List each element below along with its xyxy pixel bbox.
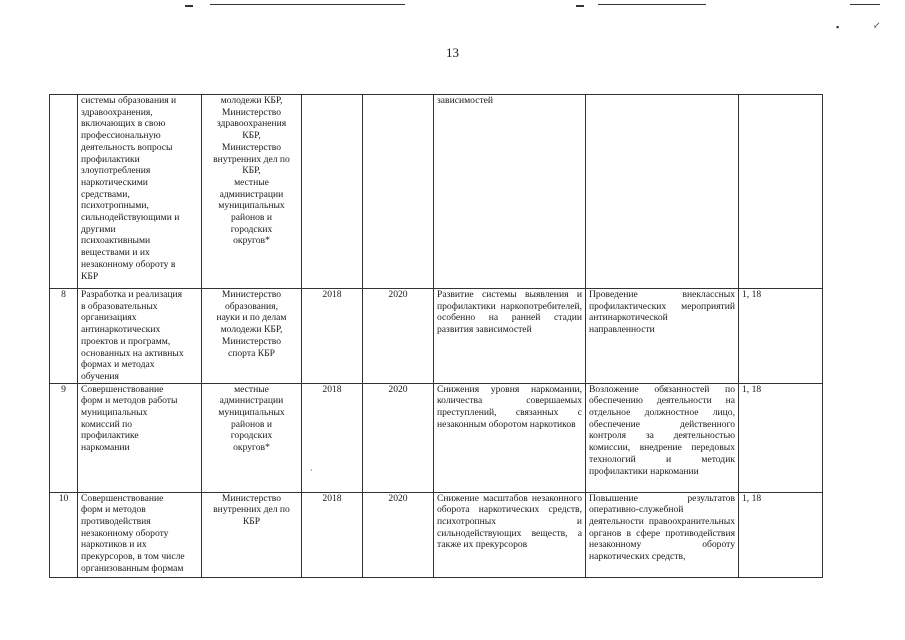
program-table: [49, 94, 823, 578]
start-year-cell: 2018: [302, 492, 363, 577]
program-link-cell: Повышение результатов оперативно-служебной деятельности правоохранительных органов в сфере противодействия незаконному обороту наркотических средств,: [586, 492, 739, 577]
executor-cell: молодежи КБР, Министерство здравоохранения КБР, Министерство внутренних дел по КБР, местные администрации муниципальных районов и городских округов*: [202, 95, 302, 289]
expected-result-cell: Снижение масштабов незаконного оборота наркотических средств, психотропных и сильнодействующих веществ, а также их прекурсоров: [434, 492, 586, 577]
indicator-cell: 1, 18: [739, 289, 823, 384]
start-year-cell: 2018: [302, 289, 363, 384]
table-row: [50, 383, 823, 492]
executor-cell: Министерство образования, науки и по делам молодежи КБР, Министерство спорта КБР: [202, 289, 302, 384]
measure-cell: Совершенствование форм и методов работы муниципальных комиссий по профилактике наркомании: [78, 383, 202, 492]
program-link-cell: Возложение обязанностей по обеспечению деятельности на отдельное должностное лицо, обеспечение действенного контроля за деятельностью комиссии, внедрение передовых технологий и методик профилактики наркомании: [586, 383, 739, 492]
executor-cell: местные администрации муниципальных районов и городских округов*: [202, 383, 302, 492]
indicator-cell: [739, 95, 823, 289]
scan-speck: ▪: [836, 22, 840, 32]
table-row: [50, 492, 823, 577]
end-year-cell: 2020: [363, 289, 434, 384]
scan-speck: ·: [310, 466, 313, 475]
end-year-cell: [363, 95, 434, 289]
start-year-cell: 2018: [302, 383, 363, 492]
row-number: 10: [50, 492, 78, 577]
header-rule-right-dash: [576, 5, 584, 7]
table-row: [50, 95, 823, 289]
header-rule-right: [598, 4, 706, 5]
header-rule-left: [210, 4, 405, 5]
expected-result-cell: зависимостей: [434, 95, 586, 289]
table-row: [50, 289, 823, 384]
measure-cell: системы образования и здравоохранения, включающих в свою профессиональную деятельность вопросы профилактики злоупотребления наркотическими средствами, психотропными, сильнодействующими и другими психоактивными веществами и их незаконному обороту в КБР: [78, 95, 202, 289]
indicator-cell: 1, 18: [739, 383, 823, 492]
header-rule-far-right: [850, 4, 880, 5]
row-number: 8: [50, 289, 78, 384]
expected-result-cell: Развитие системы выявления и профилактики наркопотребителей, особенно на ранней стадии развития зависимостей: [434, 289, 586, 384]
row-number: [50, 95, 78, 289]
header-rule-left-dash: [185, 5, 193, 7]
expected-result-cell: Снижения уровня наркомании, количества совершаемых преступлений, связанных с незаконным оборотом наркотиков: [434, 383, 586, 492]
end-year-cell: 2020: [363, 492, 434, 577]
executor-cell: Министерство внутренних дел по КБР: [202, 492, 302, 577]
measure-cell: Разработка и реализация в образовательных организациях антинаркотических проектов и программ, основанных на активных формах и методах обучения: [78, 289, 202, 384]
program-link-cell: [586, 95, 739, 289]
scan-speck: ↙: [873, 20, 881, 30]
row-number: 9: [50, 383, 78, 492]
page-number: 13: [446, 45, 459, 60]
program-link-cell: Проведение внеклассных профилактических мероприятий антинаркотической направленности: [586, 289, 739, 384]
measure-cell: Совершенствование форм и методов противодействия незаконному обороту наркотиков и их прекурсоров, в том числе организованным формам: [78, 492, 202, 577]
start-year-cell: [302, 95, 363, 289]
indicator-cell: 1, 18: [739, 492, 823, 577]
end-year-cell: 2020: [363, 383, 434, 492]
